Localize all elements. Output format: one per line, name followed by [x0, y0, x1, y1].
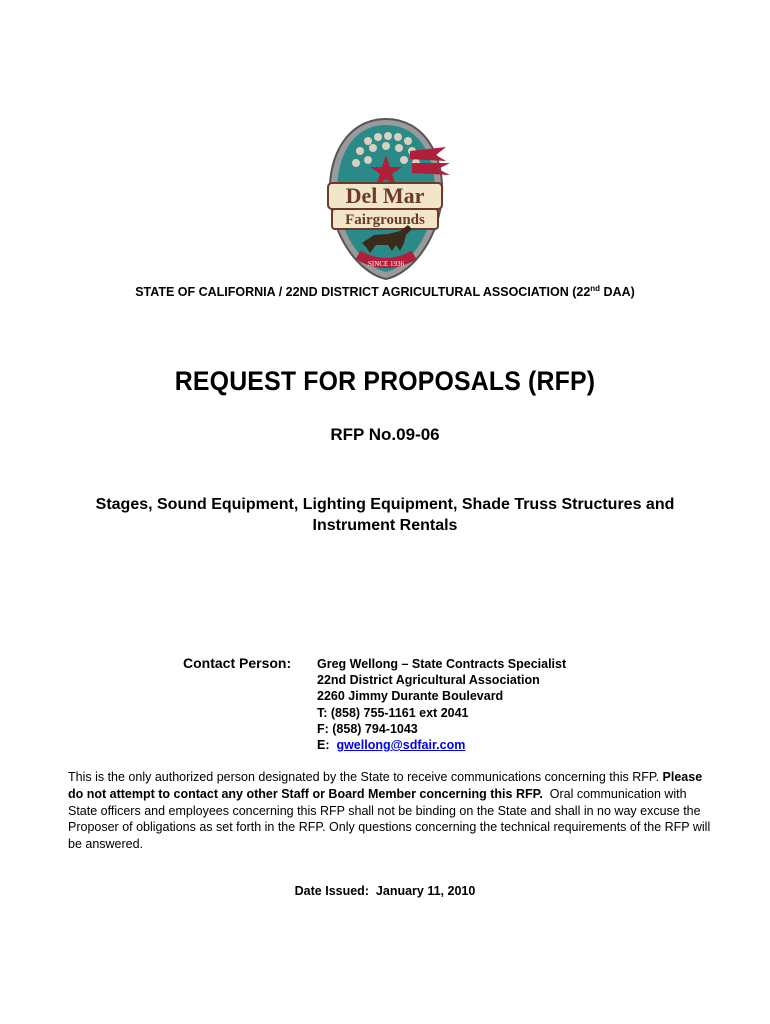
logo-since-text: SINCE 1936	[368, 260, 404, 268]
logo-name-line1: Del Mar	[345, 183, 425, 208]
agency-main: STATE OF CALIFORNIA / 22ND DISTRICT AGRICULTURAL ASSOCIATION (22	[135, 285, 591, 300]
logo-name-line2: Fairgrounds	[345, 212, 425, 228]
subject-line-1: Stages, Sound Equipment, Lighting Equipment, Shade Truss Structures and	[95, 496, 675, 513]
contact-person-label: Contact Person:	[183, 655, 292, 671]
rfp-subject	[60, 494, 710, 536]
contact-phone: T: (858) 755-1161 ext 2041	[317, 705, 469, 720]
contact-address: 2260 Jimmy Durante Boulevard	[317, 689, 504, 704]
contact-details	[317, 656, 566, 753]
notice-bold: Please do not attempt to contact any other Staff or Board Member concerning this RFP.	[68, 770, 703, 801]
notice-part2: Oral communication with State officers and employees concerning this RFP shall not be binding on the State and shall in no way excuse the Proposer of obligations as set forth in the RFP. Only questions concerning the technical requirements of the RFP will be answered.	[68, 786, 714, 852]
email-link[interactable]: gwellong@sdfair.com	[336, 738, 466, 753]
notice-part1: This is the only authorized person designated by the State to receive communications concerning this RFP.	[68, 770, 663, 784]
agency-tail: DAA)	[600, 285, 635, 300]
email-prefix: E:	[317, 738, 337, 753]
agency-superscript: nd	[590, 284, 601, 293]
document-title: REQUEST FOR PROPOSALS (RFP)	[174, 366, 596, 396]
subject-line-2: Instrument Rentals	[312, 517, 458, 534]
contact-email-row	[317, 737, 566, 753]
agency-header	[0, 284, 770, 299]
contact-fax: F: (858) 794-1043	[317, 721, 418, 736]
del-mar-fairgrounds-logo	[318, 115, 454, 283]
contact-name: Greg Wellong – State Contracts Specialist	[317, 657, 567, 671]
rfp-number: RFP No.09-06	[330, 425, 440, 444]
notice-paragraph	[68, 769, 718, 853]
contact-org: 22nd District Agricultural Association	[317, 673, 540, 688]
date-issued: Date Issued: January 11, 2010	[294, 884, 476, 898]
